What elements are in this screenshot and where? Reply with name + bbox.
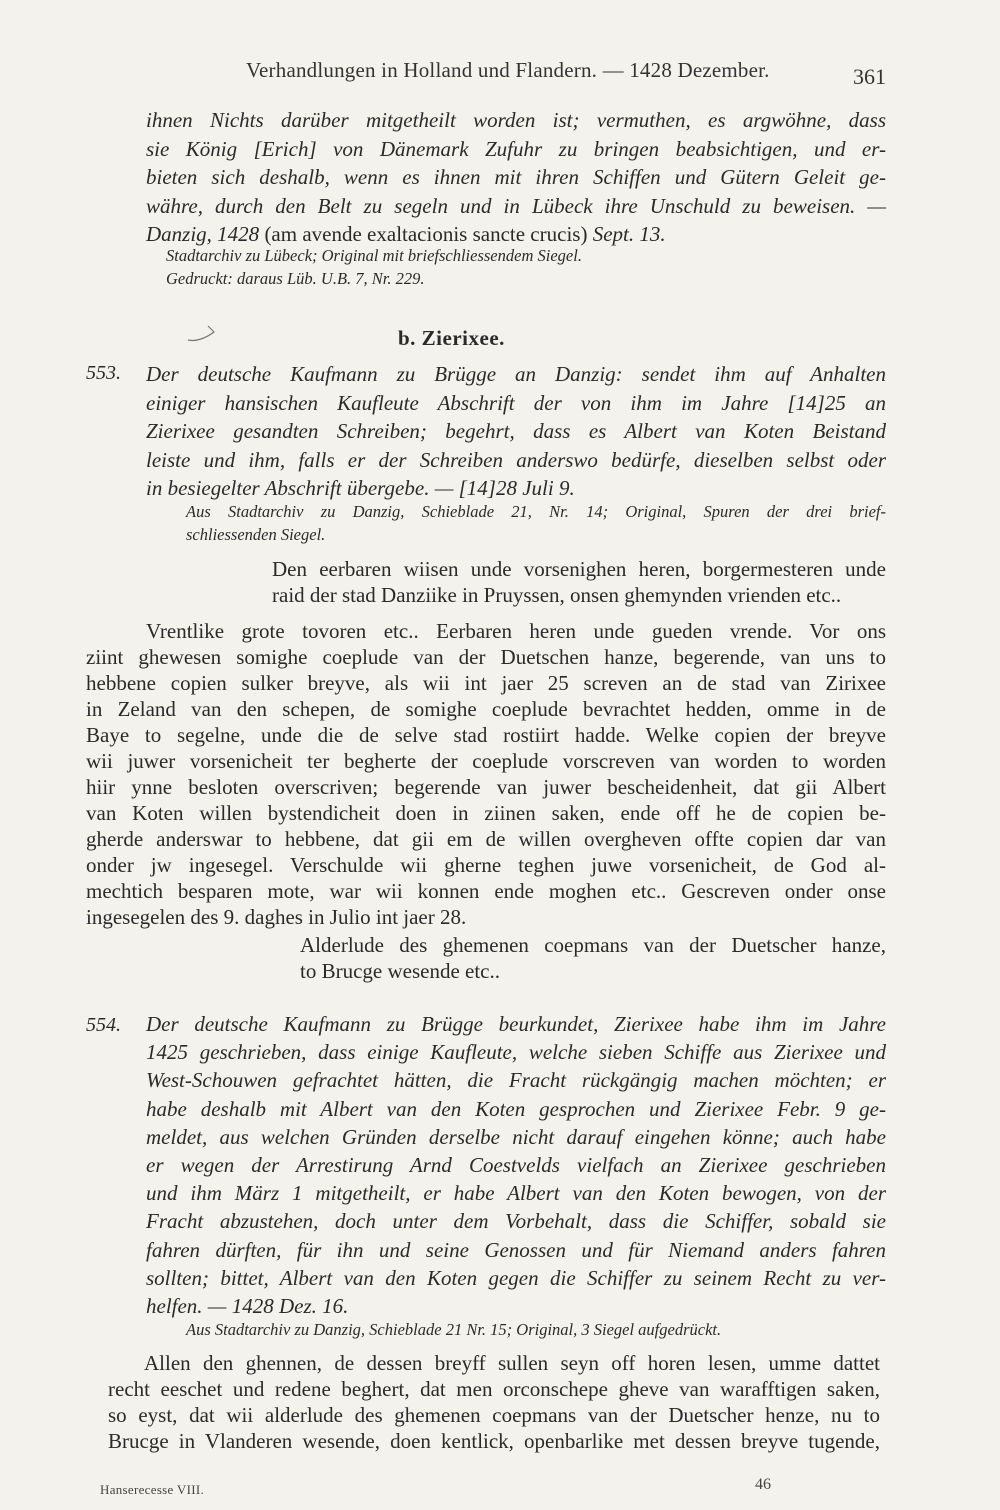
text-line: hebbene copien sulker breyve, als wii int jaer 25 screven an de stad van Zirixee [86,671,886,695]
regest-line: währe, durch den Belt zu segeln und in Lübeck ihre Unschuld zu beweisen. — [146,193,886,218]
regest-line: 1425 geschrieben, dass einige Kaufleute, welche sieben Schiffe aus Zierixee und [146,1040,886,1065]
regest-line: West-Schouwen gefrachtet hätten, die Fracht rückgängig machen möchten; er [146,1068,886,1093]
volume-label: Hanserecesse VIII. [100,1482,205,1497]
regest-553 [146,360,886,503]
regest-line: sollten; bittet, Albert van den Koten gegen die Schiffer zu seinem Recht zu ver- [146,1265,886,1290]
source-553 [186,500,886,546]
address-553 [272,556,886,608]
regest-line: habe deshalb mit Albert van den Koten gesprochen und Zierixee Febr. 9 ge- [146,1096,886,1121]
regest-554 [146,1010,886,1320]
text-line: Vrentlike grote tovoren etc.. Eerbaren heren unde gueden vrende. Vor ons [146,619,886,643]
text-line: onder jw ingesegel. Verschulde wii gherne teghen juwe vorsenicheit, de God al- [86,853,886,877]
previous-sources [166,244,886,290]
text-553 [86,618,886,930]
regest-line: leiste und ihm, falls er der Schreiben anderswo bedürfe, dieselben selbst oder [146,447,886,472]
regest-line: er wegen der Arrestirung Arnd Coestvelds vielfach an Zierixee geschrieben [146,1153,886,1178]
regest-line: Der deutsche Kaufmann zu Brügge beurkundet, Zierixee habe ihm im Jahre [146,1012,886,1036]
source-554 [186,1318,886,1341]
regest-line: Der deutsche Kaufmann zu Brügge an Danzig: sendet ihm auf Anhalten [146,362,886,386]
text-line: Brucge in Vlanderen wesende, doen kentlick, openbarlike met dessen breyve tugende, [108,1429,880,1453]
signature-553 [300,932,886,984]
section-heading: b. Zierixee. [398,326,505,350]
text-line: so eyst, dat wii alderlude des ghemenen coepmans van der Duetscher henze, nu to [108,1403,880,1427]
text-line: wii juwer vorsenicheit ter begherte der coeplude vorscreven van worden to worden [86,749,886,773]
date-day: Sept. 13. [592,222,666,247]
pencil-mark-icon [186,322,222,344]
address-line: raid der stad Danziike in Pruyssen, onsen ghemynden vrienden etc.. [272,583,842,607]
regest-line: in besiegelter Abschrift übergebe. — [14]28 Juli 9. [146,476,575,501]
regest-line: Zierixee gesandten Schreiben; begehrt, dass es Albert van Koten Beistand [146,419,886,444]
signature-line: to Brucge wesende etc.. [300,959,501,983]
running-title: Verhandlungen in Holland und Flandern. — 1428 Dezember. [246,58,770,82]
text-line: ziint ghewesen somighe coeplude van der Duetschen hanze, begerende, van uns to [86,645,886,669]
signature-line: Alderlude des ghemenen coepmans van der Duetscher hanze, [300,933,886,957]
previous-regest [146,106,886,249]
regest-line: helfen. — 1428 Dez. 16. [146,1294,349,1319]
regest-line: und ihm März 1 mitgetheilt, er habe Albert van den Koten bewogen, von der [146,1181,886,1206]
text-line: recht eeschet und redene beghert, dat men orconschepe gheve van warafftigen saken, [108,1377,880,1401]
regest-line: bieten sich deshalb, wenn es ihnen mit ihren Schiffen und Gütern Geleit ge- [146,165,886,190]
regest-line: Fracht abzustehen, doch unter dem Vorbehalt, dass die Schiffer, sobald sie [146,1209,886,1234]
text-line: mechtich besparen mote, war wii konnen ende moghen etc.. Gescreven onder onse [86,879,886,903]
document-number: 553. [86,362,121,384]
date-latin: (am avende exaltacionis sancte crucis) [264,222,593,247]
date-place: Danzig, 1428 [146,222,265,247]
text-554 [108,1350,880,1454]
page-number: 361 [853,64,886,89]
regest-line: ihnen Nichts darüber mitgetheilt worden ist; vermuthen, es argwöhne, dass [146,108,886,132]
regest-line: meldet, aus welchen Gründen derselbe nicht darauf eingehen könne; auch habe [146,1124,886,1149]
source-line: schliessenden Siegel. [186,525,326,544]
text-line: ingesegelen des 9. daghes in Julio int jaer 28. [86,905,467,929]
regest-line: einiger hansischen Kaufleute Abschrift der von ihm im Jahre [14]25 an [146,390,886,415]
source-line: Gedruckt: daraus Lüb. U.B. 7, Nr. 229. [166,269,425,288]
source-line: Aus Stadtarchiv zu Danzig, Schieblade 21, Nr. 14; Original, Spuren der drei brief- [186,502,886,521]
regest-line: sie König [Erich] von Dänemark Zufuhr zu bringen beabsichtigen, und er- [146,136,886,161]
signature-mark: 46 [755,1476,771,1493]
text-line: Allen den ghennen, de dessen breyff sullen seyn off horen lesen, umme dattet [144,1351,880,1375]
address-line: Den eerbaren wiisen unde vorsenighen heren, borgermesteren unde [272,557,886,581]
text-line: gherde anderswar to hebbene, dat gii em de willen overgheven offte copien dar van [86,827,886,851]
text-line: hiir ynne besloten overscriven; begerende van juwer bescheidenheit, dat gii Albert [86,775,886,799]
text-line: Baye to segelne, unde die de selve stad rostiirt hadde. Welke copien der breyve [86,723,886,747]
source-line: Aus Stadtarchiv zu Danzig, Schieblade 21 Nr. 15; Original, 3 Siegel aufgedrückt. [186,1320,722,1339]
text-line: van Koten willen bystendicheit doen in ziinen saken, ende off he de copien be- [86,801,886,825]
text-line: in Zeland van den schepen, de somighe coeplude bevrachtet hedden, omme in de [86,697,886,721]
document-number: 554. [86,1014,121,1036]
regest-line: fahren dürften, für ihn und seine Genossen und für Niemand anders fahren [146,1237,886,1262]
source-line: Stadtarchiv zu Lübeck; Original mit briefschliessendem Siegel. [166,246,582,265]
